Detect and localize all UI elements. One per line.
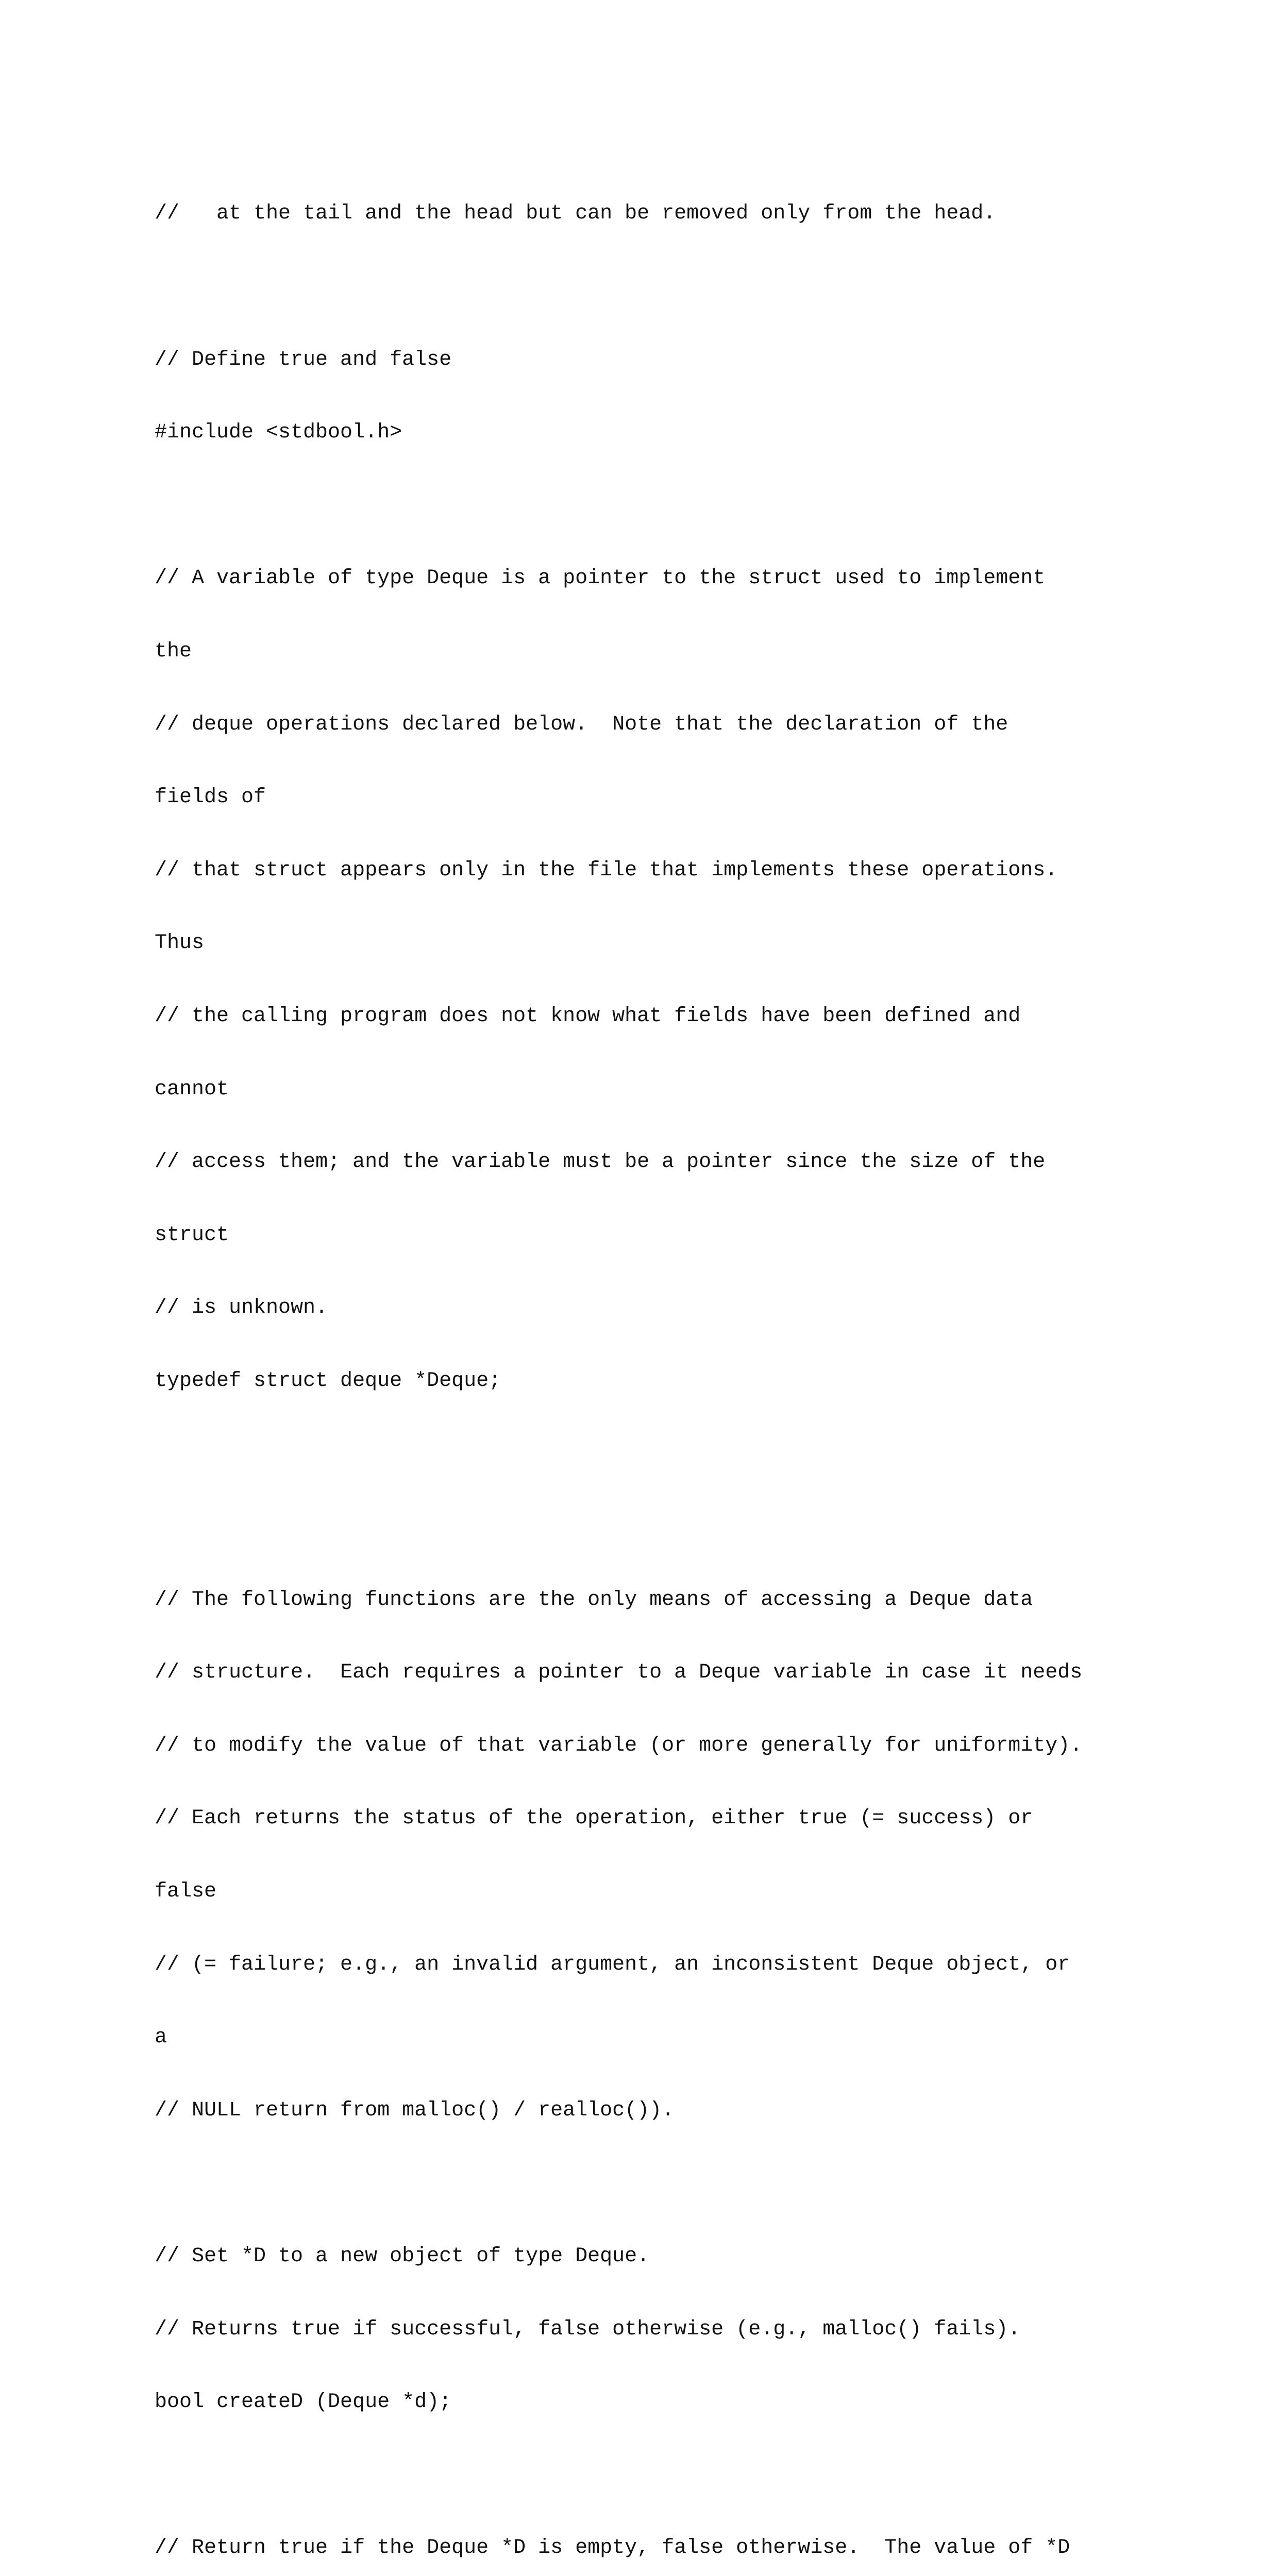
code-line: // (= failure; e.g., an invalid argument, an inconsistent Deque object, or [155,1953,1070,1976]
code-line: // The following functions are the only means of accessing a Deque data [155,1588,1033,1612]
code-line: // deque operations declared below. Note that the declaration of the [155,713,1008,736]
code-line: the [155,639,192,663]
code-line [155,1515,1185,1539]
code-line: Thus [155,931,205,955]
code-line: struct [155,1223,229,1247]
code-line: // that struct appears only in the file that implements these operations. [155,858,1058,882]
code-line: cannot [155,1077,229,1101]
code-line: // Returns true if successful, false otherwise (e.g., malloc() fails). [155,2317,1021,2341]
code-line: typedef struct deque *Deque; [155,1369,501,1393]
code-line: // the calling program does not know what fields have been defined and [155,1004,1021,1028]
code-listing [155,153,1185,2576]
code-line: // at the tail and the head but can be removed only from the head. [155,202,996,226]
code-line [155,2463,1185,2487]
code-line: // Define true and false [155,348,452,371]
code-line: false [155,1880,217,1904]
code-line: // Return true if the Deque *D is empty, false otherwise. The value of *D [155,2536,1070,2560]
code-line [155,275,1185,299]
code-line: // access them; and the variable must be a pointer since the size of the [155,1150,1046,1174]
code-line: a [155,2026,167,2049]
code-line: // Set *D to a new object of type Deque. [155,2245,650,2268]
code-line [155,494,1185,518]
code-line [155,2171,1185,2195]
code-line: // to modify the value of that variable (or more generally for uniformity). [155,1734,1083,1757]
code-line: // Each returns the status of the operation, either true (= success) or [155,1807,1033,1831]
code-line: // NULL return from malloc() / realloc()). [155,2098,675,2122]
code-line: fields of [155,786,266,809]
code-line: #include <stdbool.h> [155,421,402,445]
code-line [155,1442,1185,1466]
code-line: // is unknown. [155,1296,328,1320]
code-line: // structure. Each requires a pointer to a Deque variable in case it needs [155,1661,1083,1685]
code-line: bool createD (Deque *d); [155,2391,452,2414]
code-line: // A variable of type Deque is a pointer to the struct used to implement [155,567,1046,590]
